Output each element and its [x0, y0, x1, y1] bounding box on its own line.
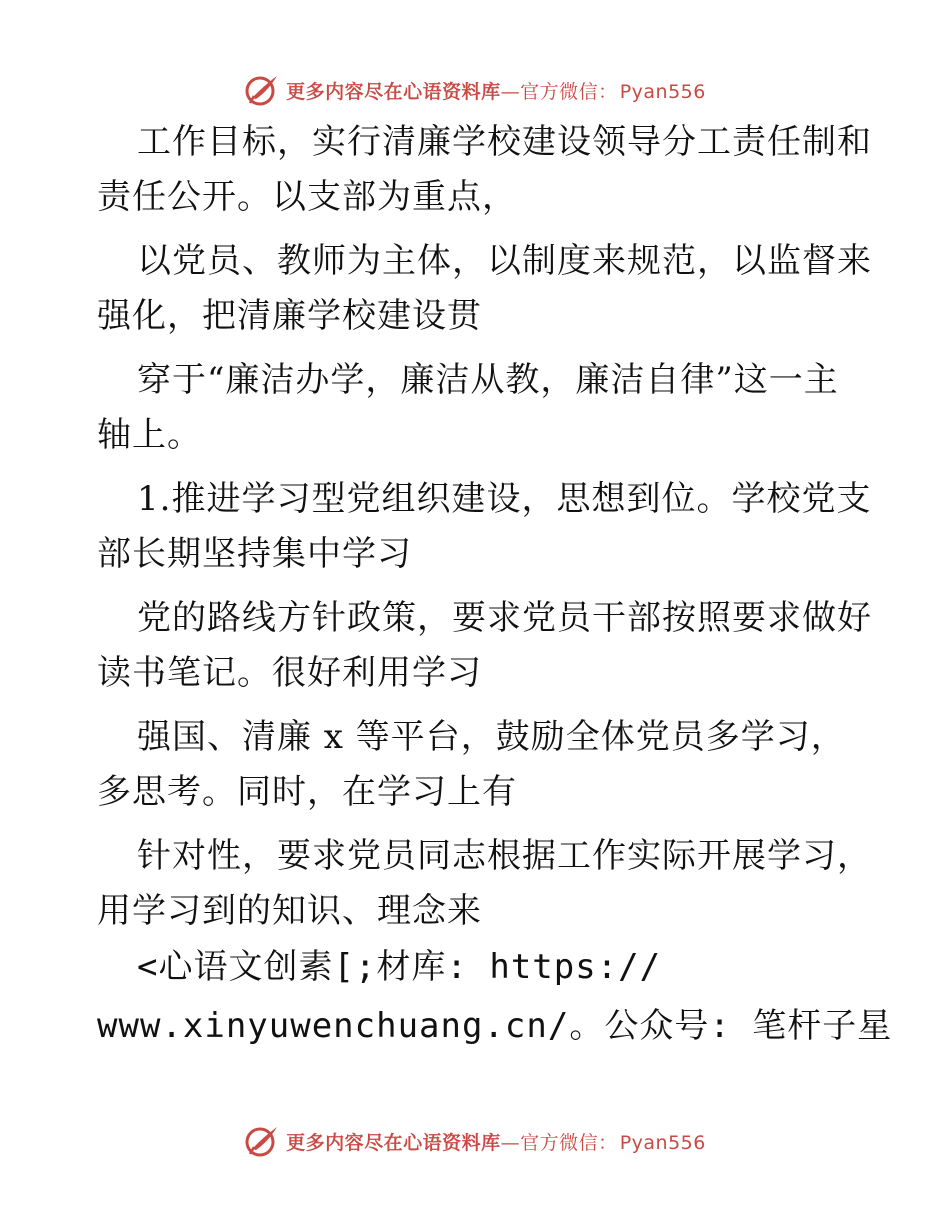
watermark-official-label: 官方微信：: [520, 80, 618, 103]
watermark-main-text: 更多内容尽在心语资料库: [286, 80, 501, 103]
paragraph-7-line-1: 针对性，要求党员同志根据工作实际开展学习，: [137, 836, 872, 876]
paragraph-5-line-2: 读书笔记。很好利用学习: [97, 653, 482, 693]
source-line-1: <心语文创素[;材库: https://: [137, 947, 662, 987]
paragraph-5-line-1: 党的路线方针政策，要求党员干部按照要求做好: [137, 598, 872, 638]
source-line-2: www.xinyuwenchuang.cn/。公众号: 笔杆子星: [97, 1006, 893, 1046]
watermark-official-label: 官方微信：: [520, 1131, 618, 1154]
paragraph-7-line-2: 用学习到的知识、理念来: [97, 891, 482, 931]
quill-logo-icon: [244, 72, 280, 108]
watermark-wechat-id: Pyan556: [619, 1131, 706, 1154]
watermark-main-text: 更多内容尽在心语资料库: [286, 1131, 501, 1154]
paragraph-4-line-2: 部长期坚持集中学习: [97, 534, 412, 574]
paragraph-6-line-1: 强国、清廉 x 等平台，鼓励全体党员多学习，: [137, 717, 846, 757]
watermark-header: [0, 70, 950, 110]
paragraph-3-line-1: 穿于“廉洁办学，廉洁从教，廉洁自律”这一主: [137, 360, 839, 400]
paragraph-1-line-1: 工作目标，实行清廉学校建设领导分工责任制和: [137, 122, 872, 162]
paragraph-3-line-2: 轴上。: [97, 415, 202, 455]
watermark-footer: [0, 1121, 950, 1161]
watermark-separator: —: [500, 1131, 521, 1154]
paragraph-1-line-2: 责任公开。以支部为重点，: [97, 177, 517, 217]
watermark-wechat-id: Pyan556: [619, 80, 706, 103]
paragraph-4-line-1: 1.推进学习型党组织建设，思想到位。学校党支: [137, 479, 872, 519]
watermark-separator: —: [500, 80, 521, 103]
paragraph-2-line-1: 以党员、教师为主体，以制度来规范，以监督来: [137, 241, 872, 281]
paragraph-2-line-2: 强化，把清廉学校建设贯: [97, 296, 482, 336]
paragraph-6-line-2: 多思考。同时，在学习上有: [97, 772, 517, 812]
quill-logo-icon: [244, 1123, 280, 1159]
